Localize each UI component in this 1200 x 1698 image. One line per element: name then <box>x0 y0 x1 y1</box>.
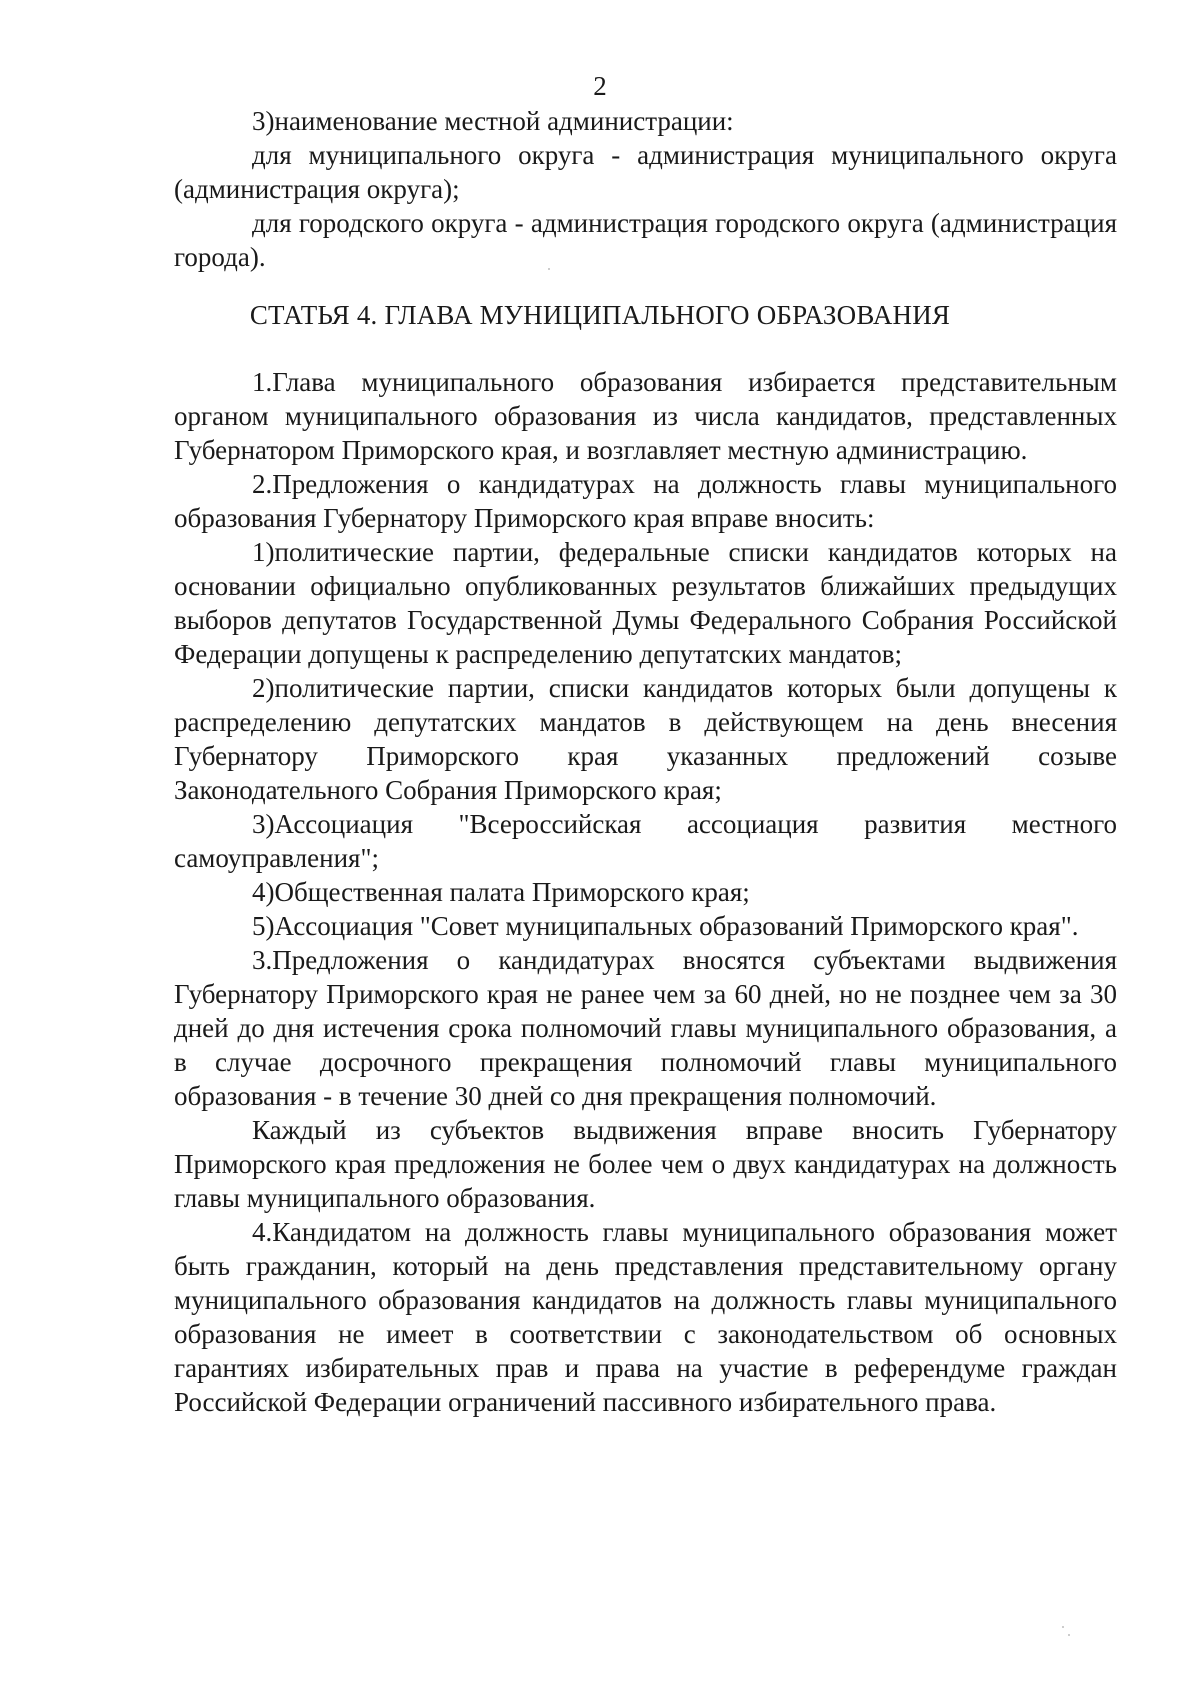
item-3-title: 3)наименование местной администрации: <box>252 106 734 136</box>
paragraph-2-item-1: 1)политические партии, федеральные списки кандидатов которых на основании официально опубликованных результатов ближайших предыдущих выборов депутатов Государственной Думы Федерального Собрания Российской Федерации допущены к распределению депутатских мандатов; <box>174 537 1117 669</box>
paragraph-3: 3.Предложения о кандидатурах вносятся субъектами выдвижения Губернатору Приморского края не ранее чем за 60 дней, но не позднее чем за 30 дней до дня истечения срока полномочий главы муниципального образования, а в случае досрочного прекращения полномочий главы муниципального образования - в течение 30 дней со дня прекращения полномочий. <box>174 945 1117 1111</box>
item-3-municipal-district: для муниципального округа - администрация муниципального округа (администрация округа); <box>174 140 1117 204</box>
paragraph-3-note: Каждый из субъектов выдвижения вправе вносить Губернатору Приморского края предложения не более чем о двух кандидатурах на должность главы муниципального образования. <box>174 1115 1117 1213</box>
paragraph-2-item-5: 5)Ассоциация "Совет муниципальных образований Приморского края". <box>252 911 1079 941</box>
top-section <box>174 104 1117 274</box>
paragraph-1: 1.Глава муниципального образования избирается представительным органом муниципального образования из числа кандидатов, представленных Губернатором Приморского края, и возглавляет местную администрацию. <box>174 367 1117 465</box>
article-body <box>174 365 1117 1419</box>
scan-speck <box>548 268 550 270</box>
page-number: 2 <box>593 71 607 101</box>
paragraph-2: 2.Предложения о кандидатурах на должность главы муниципального образования Губернатору Приморского края вправе вносить: <box>174 469 1117 533</box>
article-heading: СТАТЬЯ 4. ГЛАВА МУНИЦИПАЛЬНОГО ОБРАЗОВАНИЯ <box>249 300 951 330</box>
paragraph-2-item-4: 4)Общественная палата Приморского края; <box>252 877 750 907</box>
scan-speck <box>1062 1626 1064 1628</box>
paragraph-2-item-3: 3)Ассоциация "Всероссийская ассоциация развития местного самоуправления"; <box>174 809 1117 873</box>
paragraph-4: 4.Кандидатом на должность главы муниципального образования может быть гражданин, который на день представления представительному органу муниципального образования кандидатов на должность главы муниципального образования не имеет в соответствии с законодательством об основных гарантиях избирательных прав и права на участие в референдуме граждан Российской Федерации ограничений пассивного избирательного права. <box>174 1217 1117 1417</box>
item-3-city-district: для городского округа - администрация городского округа (администрация города). <box>174 208 1117 272</box>
scan-speck <box>1068 1634 1070 1636</box>
paragraph-2-item-2: 2)политические партии, списки кандидатов которых были допущены к распределению депутатских мандатов в действующем на день внесения Губернатору Приморского края указанных предложений созыве Законодательного Собрания Приморского края; <box>174 673 1117 805</box>
